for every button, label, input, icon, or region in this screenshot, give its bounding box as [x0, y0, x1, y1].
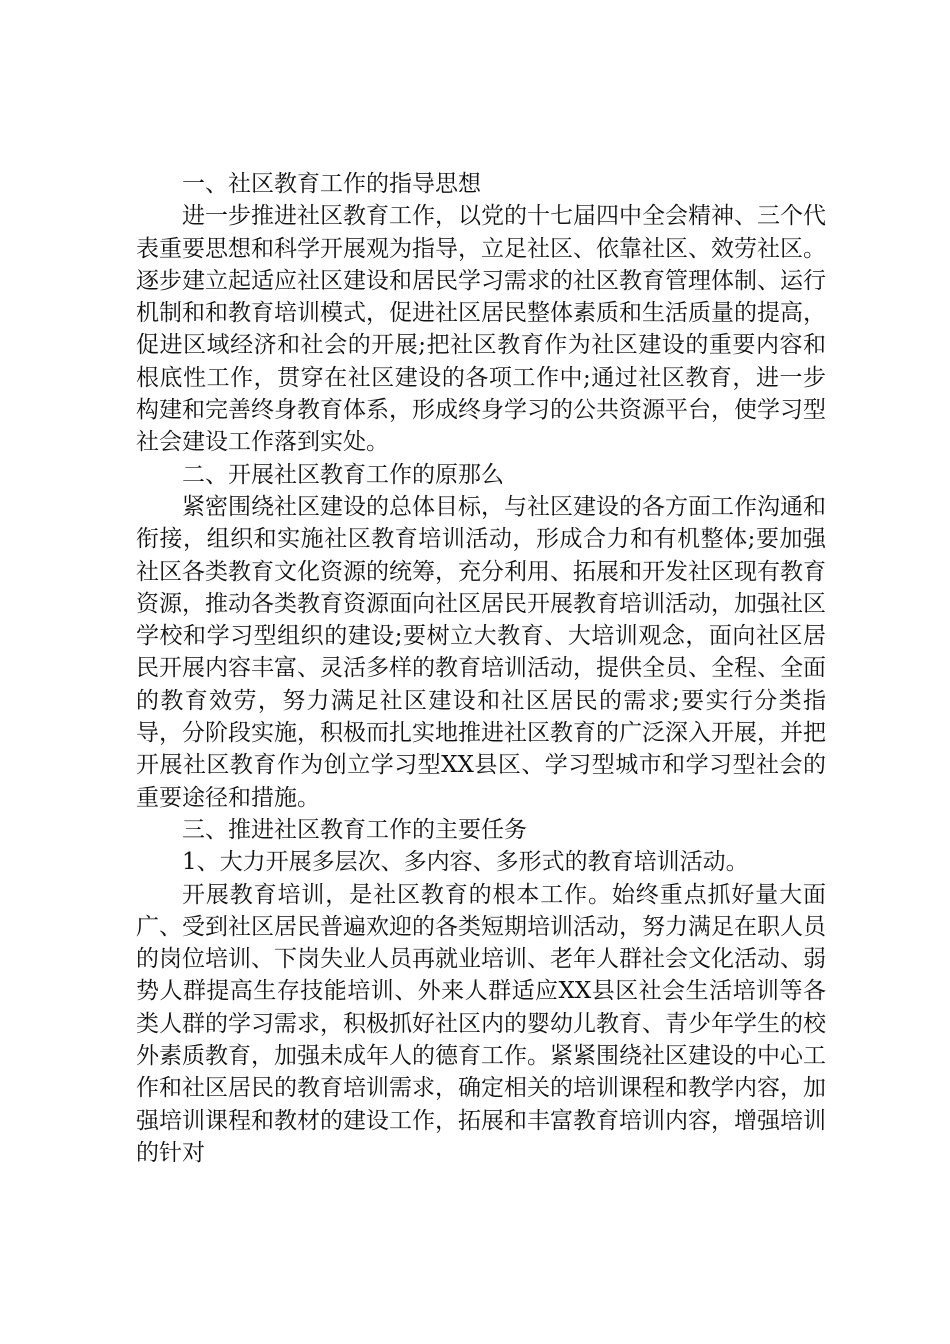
section-3-paragraph: 开展教育培训，是社区教育的根本工作。始终重点抓好量大面广、受到社区居民普遍欢迎的各类短期培训活动，努力满足在职人员的岗位培训、下岗失业人员再就业培训、老年人群社会文化活动、弱势人群提高生存技能培训、外来人群适应XX县区社会生活培训等各类人群的学习需求，积极抓好社区内的婴幼儿教育、青少年学生的校外素质教育，加强未成年人的德育工作。紧紧围绕社区建设的中心工作和社区居民的教育培训需求，确定相关的培训课程和教学内容，加强培训课程和教材的建设工作，拓展和丰富教育培训内容，增强培训的针对 — [136, 881, 826, 1166]
document-body — [136, 168, 826, 1169]
section-2-heading: 二、开展社区教育工作的原那么 — [182, 461, 504, 488]
section-3-heading: 三、推进社区教育工作的主要任务 — [182, 816, 527, 843]
section-1-paragraph: 进一步推进社区教育工作，以党的十七届四中全会精神、三个代表重要思想和科学开展观为指导，立足社区、依靠社区、效劳社区。逐步建立起适应社区建设和居民学习需求的社区教育管理体制、运行机制和和教育培训模式，促进社区居民整体素质和生活质量的提高，促进区域经济和社会的开展;把社区教育作为社区建设的重要内容和根底性工作，贯穿在社区建设的各项工作中;通过社区教育，进一步构建和完善终身教育体系，形成终身学习的公共资源平台，使学习型社会建设工作落到实处。 — [136, 203, 826, 456]
section-2-paragraph: 紧密围绕社区建设的总体目标，与社区建设的各方面工作沟通和衔接，组织和实施社区教育培训活动，形成合力和有机整体;要加强社区各类教育文化资源的统筹，充分利用、拓展和开发社区现有教育资源，推动各类教育资源面向社区居民开展教育培训活动，加强社区学校和学习型组织的建设;要树立大教育、大培训观念，面向社区居民开展内容丰富、灵活多样的教育培训活动，提供全员、全程、全面的教育效劳，努力满足社区建设和社区居民的需求;要实行分类指导，分阶段实施，积极而扎实地推进社区教育的广泛深入开展，并把开展社区教育作为创立学习型XX县区、学习型城市和学习型社会的重要途径和措施。 — [136, 493, 826, 811]
section-1-heading: 一、社区教育工作的指导思想 — [182, 171, 481, 197]
section-3-subheading: 1、大力开展多层次、多内容、多形式的教育培训活动。 — [182, 849, 749, 876]
